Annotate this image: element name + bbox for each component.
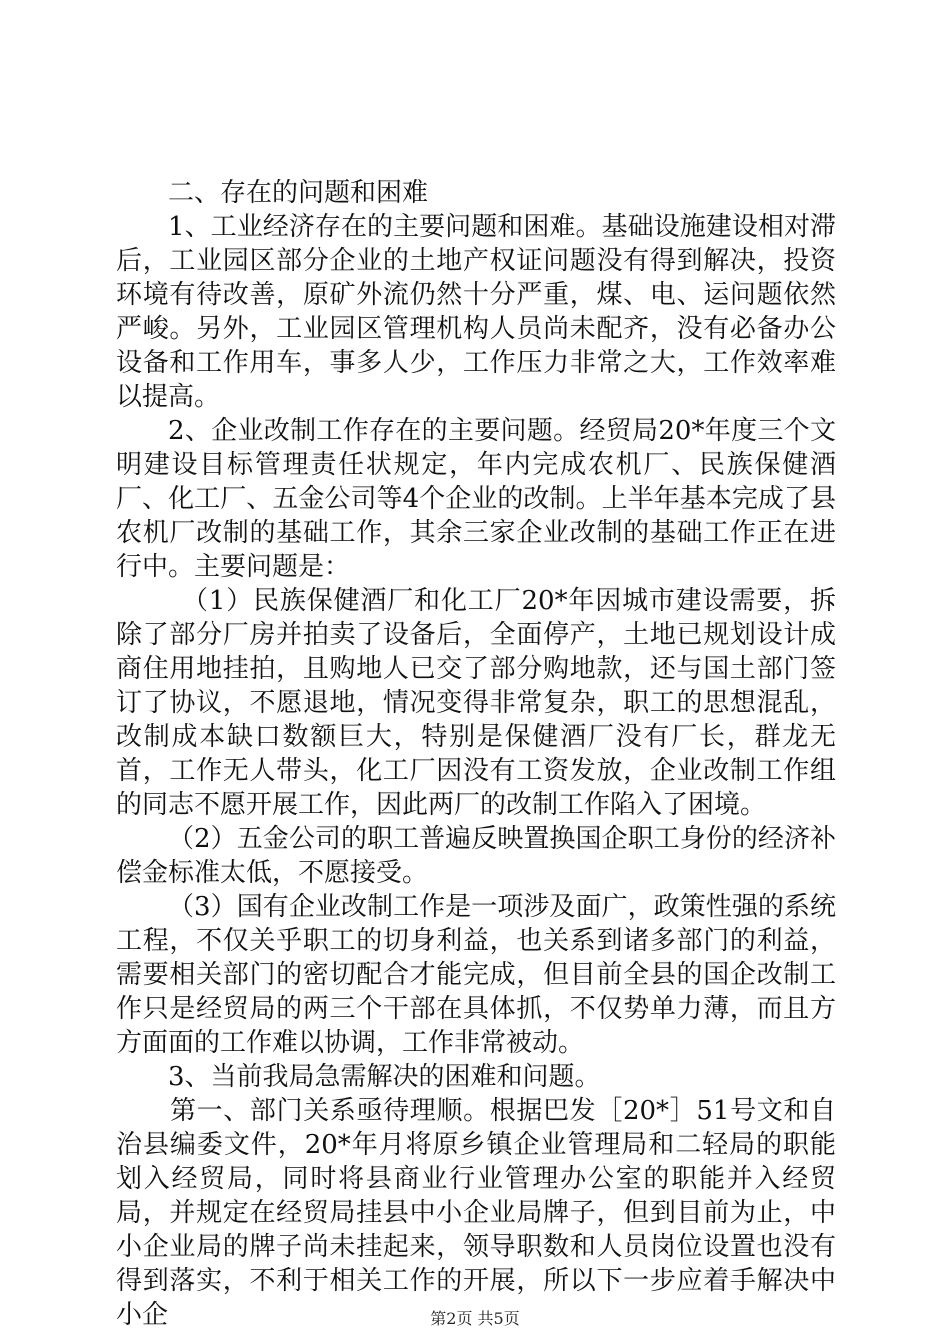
page-number-footer: 第2页 共5页 — [430, 1309, 520, 1328]
paragraph: （3）国有企业改制工作是一项涉及面广，政策性强的系统工程，不仅关乎职工的切身利益，也关系到诸多部门的利益，需要相关部门的密切配合才能完成，但目前全县的国企改制工作只是经贸局的两三个干部在具体抓，不仅势单力薄，而且方方面面的工作难以协调，工作非常被动。 — [116, 892, 836, 1058]
paragraph: 2、企业改制工作存在的主要问题。经贸局20*年度三个文明建设目标管理责任状规定，年内完成农机厂、民族保健酒厂、化工厂、五金公司等4个企业的改制。上半年基本完成了县农机厂改制的基础工作，其余三家企业改制的基础工作正在进行中。主要问题是： — [116, 416, 836, 582]
paragraph: 3、当前我局急需解决的困难和问题。 — [168, 1062, 601, 1092]
section-heading: 二、存在的问题和困难 — [168, 178, 429, 208]
paragraph: （2）五金公司的职工普遍反映置换国企职工身份的经济补偿金标准太低，不愿接受。 — [116, 824, 836, 888]
paragraph: 1、工业经济存在的主要问题和困难。基础设施建设相对滞后，工业园区部分企业的土地产权证问题没有得到解决，投资环境有待改善，原矿外流仍然十分严重，煤、电、运问题依然严峻。另外，工业园区管理机构人员尚未配齐，没有必备办公设备和工作用车，事多人少，工作压力非常之大，工作效率难以提高。 — [116, 212, 836, 412]
paragraph: （1）民族保健酒厂和化工厂20*年因城市建设需要，拆除了部分厂房并拍卖了设备后，全面停产，土地已规划设计成商住用地挂拍，且购地人已交了部分购地款，还与国土部门签订了协议，不愿退地，情况变得非常复杂，职工的思想混乱，改制成本缺口数额巨大，特别是保健酒厂没有厂长，群龙无首，工作无人带头，化工厂因没有工资发放，企业改制工作组的同志不愿开展工作，因此两厂的改制工作陷入了困境。 — [116, 586, 836, 820]
paragraph: 第一、部门关系亟待理顺。根据巴发［20*］51号文和自治县编委文件，20*年月将原乡镇企业管理局和二轻局的职能划入经贸局，同时将县商业行业管理办公室的职能并入经贸局，并规定在经贸局挂县中小企业局牌子，但到目前为止，中小企业局的牌子尚未挂起来，领导职数和人员岗位设置也没有得到落实，不利于相关工作的开展，所以下一步应着手解决中小企 — [116, 1096, 836, 1330]
document-body — [116, 176, 836, 1332]
